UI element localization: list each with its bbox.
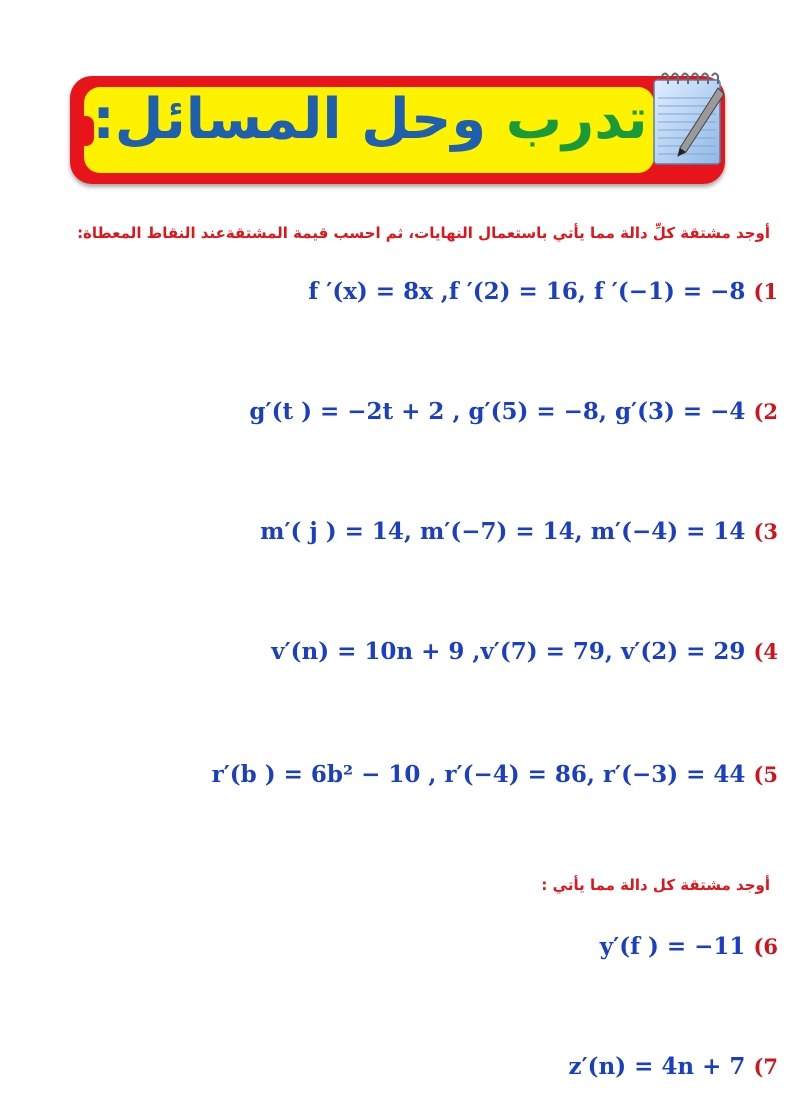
instruction-derivative: أوجد مشتقة كل دالة مما يأتي : [541,876,770,894]
problem-number: (5 [753,761,778,787]
banner-title-colon: : [92,87,115,152]
problem-expression: m′( j ) = 14, m′(−7) = 14, m′(−4) = 14 [260,517,746,545]
problem-row [569,1046,778,1086]
problem-row [249,391,778,431]
banner-title-word2: وحل المسائل [114,87,487,152]
problem-number: (6 [753,933,778,959]
problem-number: (7 [753,1053,778,1079]
problem-number: (2 [753,398,778,424]
problem-expression: g′(t ) = −2t + 2 , g′(5) = −8, g′(3) = −4 [249,397,746,425]
problem-expression: y′(f ) = −11 [599,932,746,960]
problem-expression: z′(n) = 4n + 7 [568,1052,746,1080]
notepad-pencil-icon [648,70,728,170]
problem-expression: f ′(x) = 8x ,f ′(2) = 16, f ′(−1) = −8 [308,277,746,305]
problem-number: (1 [753,278,778,304]
title-banner [70,76,725,184]
problem-expression: v′(n) = 10n + 9 ,v′(7) = 79, v′(2) = 29 [271,637,746,665]
problem-row [260,511,778,551]
problem-row [271,631,778,671]
problem-row [212,754,778,794]
banner-title [90,80,650,160]
problem-number: (4 [753,638,778,664]
banner-title-word1: تدرب [505,87,648,152]
problem-row [308,271,778,311]
problem-row [600,926,778,966]
problem-number: (3 [753,518,778,544]
instruction-derivative-limits: أوجد مشتقة كلِّ دالة مما يأتي باستعمال النهايات، ثم احسب قيمة المشتقةعند النقاط المعطاة: [77,224,770,242]
problem-expression: r′(b ) = 6b² − 10 , r′(−4) = 86, r′(−3) = 44 [211,760,746,788]
